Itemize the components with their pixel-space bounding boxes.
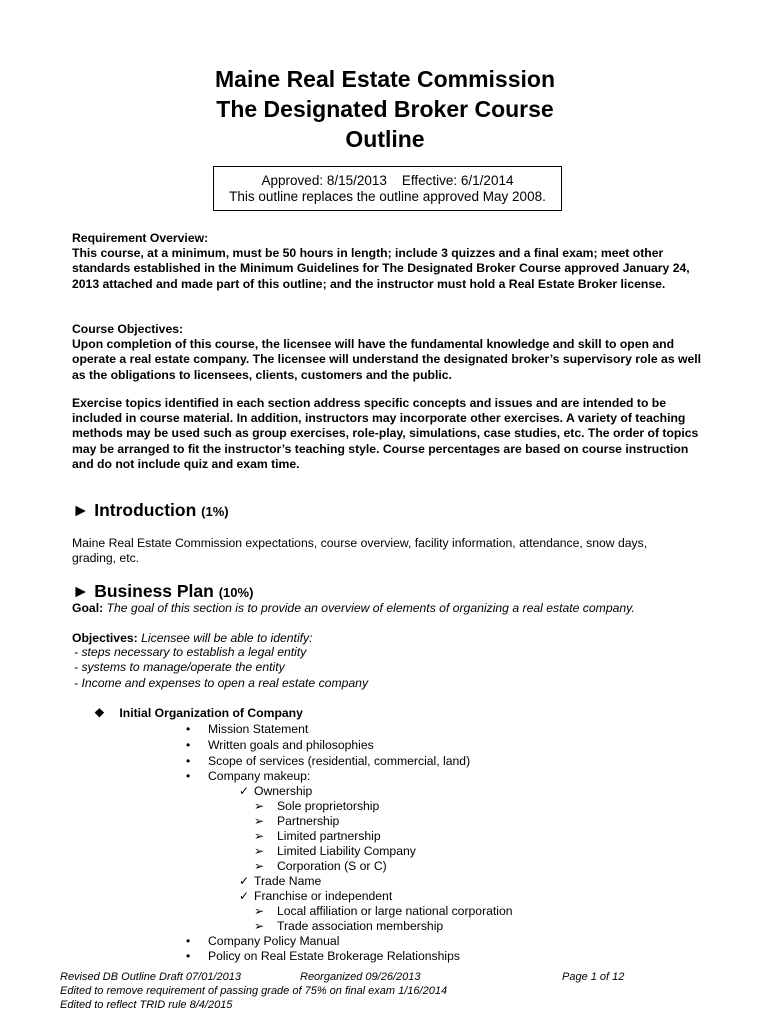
list-item: Limited partnership [277, 829, 381, 843]
requirement-section [72, 231, 702, 292]
objective-item: - steps necessary to establish a legal entity [74, 645, 307, 659]
objectives-section [72, 322, 702, 383]
list-item: Policy on Real Estate Brokerage Relationships [208, 949, 461, 963]
list-item: Trade association membership [277, 919, 444, 933]
list-item: Franchise or independent [254, 889, 393, 903]
objectives-line [72, 631, 313, 646]
footer-page-number: Page 1 of 12 [562, 971, 625, 983]
requirement-text: This course, at a minimum, must be 50 hours in length; include 3 quizzes and a final exam; meet other standards established in the Minimum Guidelines for The Designated Broker Course approved January 24, 2013 attached and made part of this outline; and the instructor must hold a Real Estate Broker license. [72, 246, 690, 291]
checkmark-icon: ✓ [239, 889, 250, 903]
triangle-icon: ► [72, 581, 90, 601]
title-line-2: The Designated Broker Course [216, 96, 554, 122]
objective-item: - systems to manage/operate the entity [74, 660, 285, 674]
bullet-icon: • [186, 738, 191, 752]
goal-line [72, 601, 635, 616]
list-item: Ownership [254, 784, 313, 798]
list-item: Sole proprietorship [277, 799, 380, 813]
footer-draft: Revised DB Outline Draft 07/01/2013 [60, 971, 241, 983]
exercise-text: Exercise topics identified in each section address specific concepts and issues and are intended to be included in course material. In addition, instructors may incorporate other exercises. A variety of teaching methods may be used such as group exercises, role-play, simulations, case studies, etc. The order of topics may be arranged to fit the instructor’s teaching style. Course percentages are based on course instruction and do not include quiz and exam time. [72, 396, 699, 471]
introduction-heading [72, 499, 229, 523]
list-item: Written goals and philosophies [208, 738, 374, 752]
list-item: Scope of services (residential, commercial, land) [208, 754, 471, 768]
list-item: Company Policy Manual [208, 934, 340, 948]
goal-text: The goal of this section is to provide an overview of elements of organizing a real estate company. [106, 601, 635, 615]
goal-label: Goal: [72, 601, 104, 615]
footer-edit-note-1: Edited to remove requirement of passing grade of 75% on final exam 1/16/2014 [60, 985, 448, 997]
business-plan-title: Business Plan [94, 581, 214, 601]
approval-box [213, 166, 562, 211]
list-item: Mission Statement [208, 722, 309, 736]
title-line-1: Maine Real Estate Commission [215, 66, 555, 92]
approval-dates: Approved: 8/15/2013 Effective: 6/1/2014 [261, 173, 514, 188]
bullet-icon: • [186, 934, 191, 948]
checkmark-icon: ✓ [239, 784, 250, 798]
diamond-icon: ❖ [94, 706, 105, 720]
footer-edit-note-2: Edited to reflect TRID rule 8/4/2015 [60, 999, 233, 1011]
objectives-text: Upon completion of this course, the licensee will have the fundamental knowledge and skill to open and operate a real estate company. The licensee will understand the designated broker’s supervisory role as well as the obligations to licensees, clients, customers and the public. [72, 337, 702, 382]
objectives-label: Objectives: [72, 631, 138, 645]
objective-item: - Income and expenses to open a real estate company [74, 676, 369, 690]
bullet-icon: • [186, 769, 191, 783]
checkmark-icon: ✓ [239, 874, 250, 888]
bullet-icon: • [186, 754, 191, 768]
list-item: Limited Liability Company [277, 844, 416, 858]
business-plan-percent: (10%) [218, 585, 254, 600]
initial-organization-title: Initial Organization of Company [119, 706, 303, 720]
list-item: Partnership [277, 814, 340, 828]
arrow-icon: ➢ [254, 829, 265, 843]
objectives-heading: Course Objectives: [72, 322, 184, 336]
introduction-percent: (1%) [201, 504, 229, 519]
triangle-icon: ► [72, 500, 90, 520]
objectives-intro: Licensee will be able to identify: [141, 631, 313, 645]
introduction-text: Maine Real Estate Commission expectations, course overview, facility information, attendance, snow days, grading, etc. [72, 536, 648, 566]
list-item: Company makeup: [208, 769, 311, 783]
bullet-icon: • [186, 949, 191, 963]
bullet-icon: • [186, 722, 191, 736]
arrow-icon: ➢ [254, 844, 265, 858]
arrow-icon: ➢ [254, 814, 265, 828]
arrow-icon: ➢ [254, 799, 265, 813]
footer-reorganized: Reorganized 09/26/2013 [300, 971, 421, 983]
initial-organization-heading [94, 706, 303, 721]
list-item: Trade Name [254, 874, 322, 888]
arrow-icon: ➢ [254, 859, 265, 873]
approval-note: This outline replaces the outline approved May 2008. [229, 189, 546, 204]
introduction-title: Introduction [94, 500, 197, 520]
title-line-3: Outline [345, 126, 425, 152]
list-item: Corporation (S or C) [277, 859, 387, 873]
arrow-icon: ➢ [254, 919, 265, 933]
arrow-icon: ➢ [254, 904, 265, 918]
requirement-heading: Requirement Overview: [72, 231, 209, 245]
list-item: Local affiliation or large national corporation [277, 904, 513, 918]
